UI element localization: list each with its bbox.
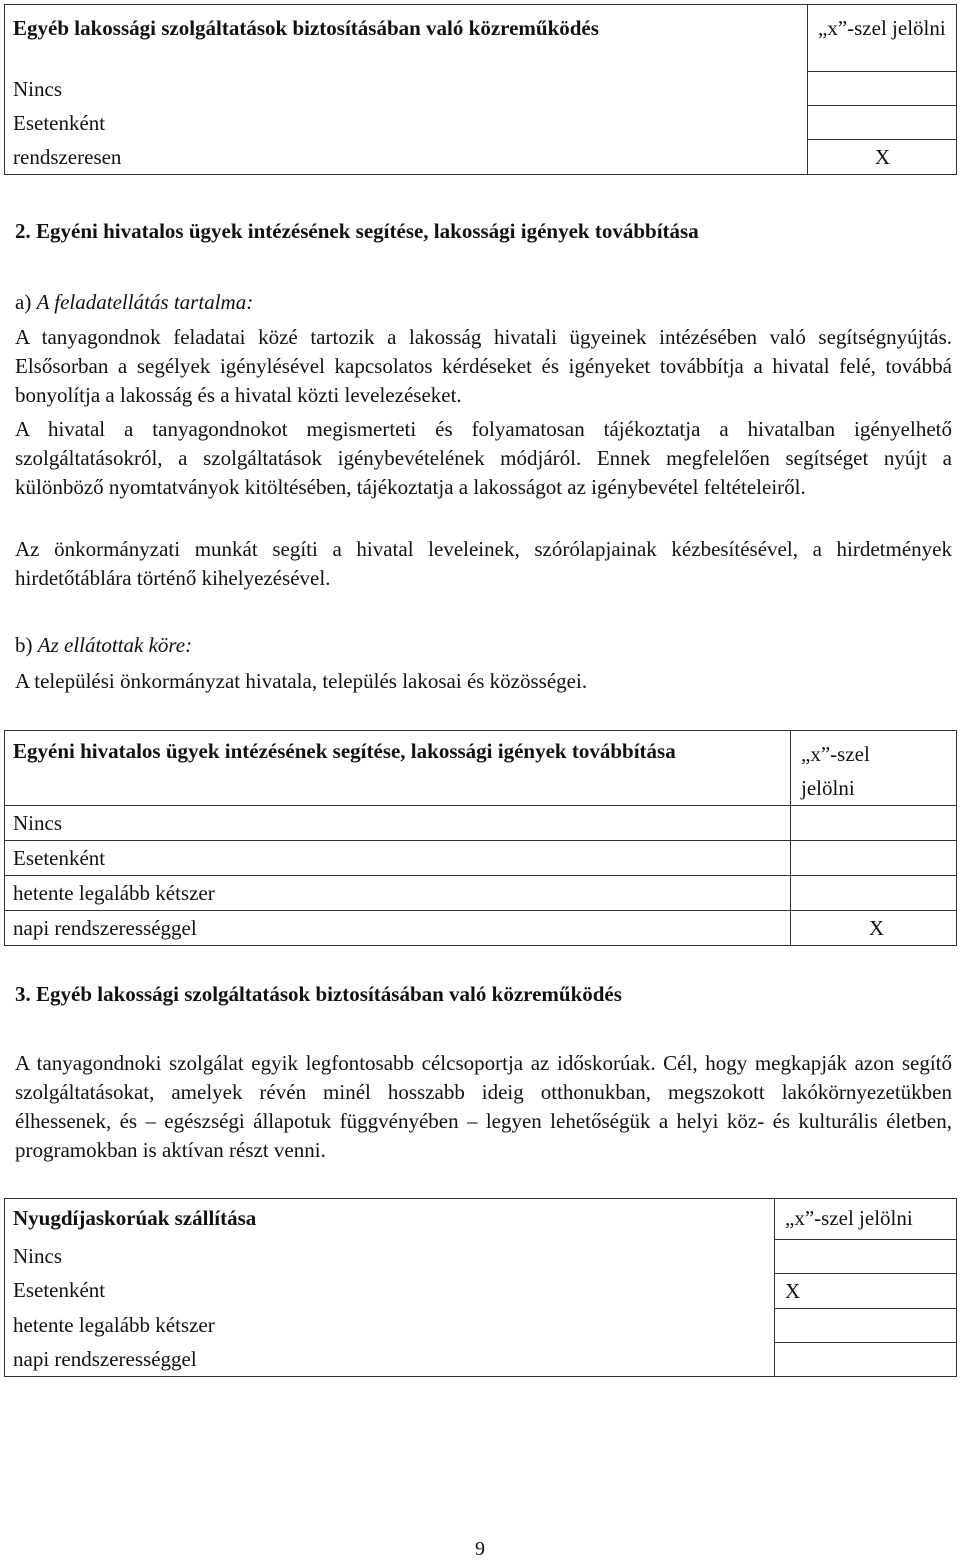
table-2-row-mark[interactable] <box>791 806 957 841</box>
table-3-row-mark[interactable] <box>775 1308 957 1342</box>
table-3-mark-header: „x”-szel jelölni <box>775 1199 957 1240</box>
table-2-row-mark[interactable] <box>791 841 957 876</box>
table-2-row-mark[interactable] <box>791 876 957 911</box>
table-3-row-mark[interactable]: X <box>775 1273 957 1308</box>
table-1-row-label: Nincs <box>5 72 808 106</box>
table-2-row-mark[interactable]: X <box>791 911 957 946</box>
section-2-a-title: A feladatellátás tartalma: <box>36 290 254 314</box>
table-1-mark-header: „x”-szel jelölni <box>808 5 957 72</box>
section-2-paragraph-2: A hivatal a tanyagondnokot megismerteti és folyamatosan tájékoztatja a hivatalban igényelhető szolgáltatásokról, a szolgáltatások igénybevételének módjáról. Ennek megfelelően segítséget nyújt a különböző nyomtatványok kitöltésében, tájékoztatja a lakosságot az igénybevétel feltételeiről. <box>15 417 952 499</box>
table-2-row-label: hetente legalább kétszer <box>5 876 791 911</box>
table-3-row-label: Nincs <box>5 1239 775 1273</box>
section-2-paragraph-1: A tanyagondnok feladatai közé tartozik a lakosság hivatali ügyeinek intézésében való segítségnyújtás. Elsősorban a segélyek igénylésével kapcsolatos kérdéseket és igényeket továbbítja a hivatal felé, továbbá bonyolítja a lakosság és a hivatal közti levelezéseket. <box>15 325 952 407</box>
section-3-heading: 3. Egyéb lakossági szolgáltatások biztosításában való közreműködés <box>15 982 622 1006</box>
table-1 <box>4 4 957 175</box>
table-2-row-label: Esetenként <box>5 841 791 876</box>
section-2-b-text: A települési önkormányzat hivatala, település lakosai és közösségei. <box>15 669 588 693</box>
section-2-b-line <box>15 633 192 658</box>
section-2-a-label: a) <box>15 290 37 314</box>
table-3-row-mark[interactable] <box>775 1239 957 1273</box>
table-3-row-label: Esetenként <box>5 1273 775 1308</box>
table-2-mark-header: „x”-szel jelölni <box>791 731 957 806</box>
table-2-row-label: napi rendszerességgel <box>5 911 791 946</box>
section-2-heading: 2. Egyéni hivatalos ügyek intézésének segítése, lakossági igények továbbítása <box>15 219 699 243</box>
table-2-title: Egyéni hivatalos ügyek intézésének segítése, lakossági igények továbbítása <box>5 731 791 806</box>
table-3-row-label: hetente legalább kétszer <box>5 1308 775 1342</box>
section-2-b-label: b) <box>15 633 38 657</box>
section-3-paragraph: A tanyagondnoki szolgálat egyik legfontosabb célcsoportja az időskorúak. Cél, hogy megkapják azon segítő szolgáltatásokat, amelyek révén minél hosszabb ideig otthonukban, megszokott lakókörnyezetükben élhessenek, és – egészségi állapotuk függvényében – legyen lehetőségük a helyi köz- és kulturális életben, programokban is aktívan részt venni. <box>15 1051 952 1162</box>
table-3-title: Nyugdíjaskorúak szállítása <box>5 1199 775 1240</box>
section-2-a-line <box>15 290 253 315</box>
table-2 <box>4 730 957 946</box>
table-1-row-mark[interactable]: X <box>808 140 957 175</box>
section-2-paragraph-3: Az önkormányzati munkát segíti a hivatal leveleinek, szórólapjainak kézbesítésével, a hirdetmények hirdetőtáblára történő kihelyezésével. <box>15 537 952 590</box>
section-2-b-title: Az ellátottak köre: <box>37 633 193 657</box>
table-1-title: Egyéb lakossági szolgáltatások biztosításában való közreműködés <box>5 5 808 72</box>
table-2-row-label: Nincs <box>5 806 791 841</box>
table-1-row-label: rendszeresen <box>5 140 808 175</box>
table-3-row-mark[interactable] <box>775 1342 957 1377</box>
table-3-row-label: napi rendszerességgel <box>5 1342 775 1377</box>
page-number: 9 <box>475 1538 485 1560</box>
table-1-row-mark[interactable] <box>808 72 957 106</box>
table-1-row-label: Esetenként <box>5 106 808 140</box>
table-1-row-mark[interactable] <box>808 106 957 140</box>
table-3 <box>4 1198 957 1377</box>
